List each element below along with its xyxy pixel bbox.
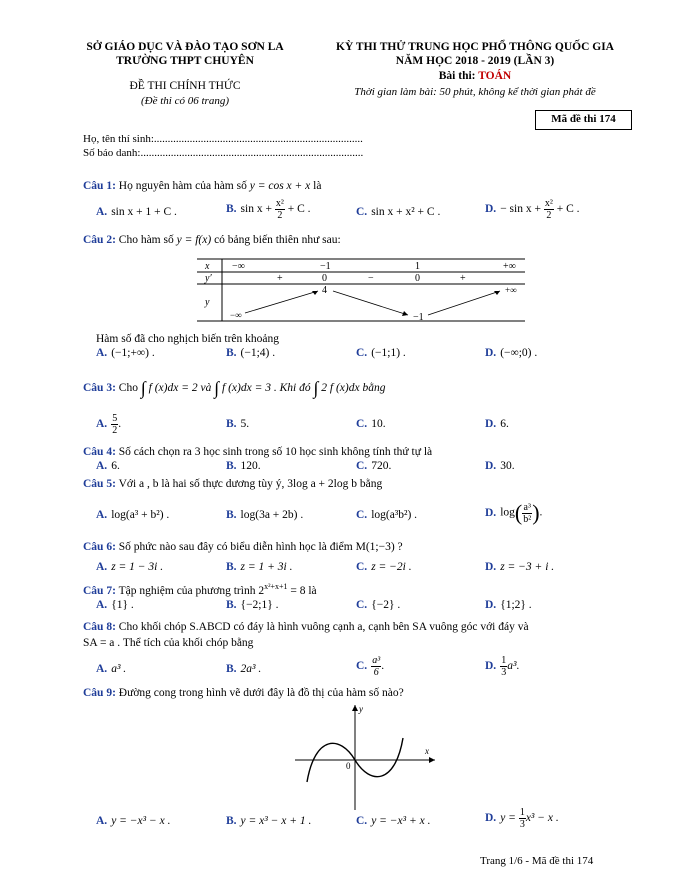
q2-option-b[interactable] [226, 347, 275, 359]
q5-option-b[interactable] [226, 509, 303, 521]
q4-option-d[interactable] [485, 460, 515, 472]
q1-d-fraction: $\frac{\text{x²}}{2}$ [544, 198, 553, 221]
q2-key-c: C. [356, 347, 368, 359]
q2-option-a[interactable] [96, 347, 155, 359]
question-4 [83, 446, 432, 458]
q7-option-b-text: {−2;1} . [240, 599, 279, 611]
svg-text:0: 0 [346, 761, 351, 771]
q9-option-c[interactable] [356, 815, 430, 827]
q3-key-c: C. [356, 418, 368, 430]
svg-text:y′: y′ [205, 273, 212, 284]
svg-text:1: 1 [415, 261, 420, 272]
q8-key-a: A. [96, 663, 108, 675]
svg-text:−∞: −∞ [230, 310, 242, 320]
q5-option-b-text: log(3a + 2b) . [240, 509, 304, 521]
header-official: ĐỀ THI CHÍNH THỨC [129, 80, 241, 92]
integral-sign-2: ∫ [214, 378, 220, 398]
q5-key-d: D. [485, 506, 497, 519]
svg-text:4: 4 [322, 285, 327, 296]
question-3-text: Cho [118, 382, 138, 395]
q3-a-fraction: $\frac{5}{2}$ [112, 413, 118, 436]
question-8-text2: SA = a . Thể tích của khối chóp bằng [83, 637, 254, 649]
question-2-tail: có bảng biến thiên như sau: [214, 234, 341, 246]
q2-option-b-text: (−1;4) . [240, 347, 276, 359]
q9-key-c: C. [356, 815, 368, 827]
page-footer: Trang 1/6 - Mã đề thi 174 [480, 855, 594, 867]
q1-b-fraction: $\frac{\text{x²}}{2}$ [275, 198, 284, 221]
q8-option-a[interactable] [96, 663, 126, 675]
q4-option-c[interactable] [356, 460, 391, 472]
q6-key-a: A. [96, 561, 108, 573]
question-9-text: Đường cong trong hình vẽ dưới đây là đồ thị của hàm số nào? [118, 687, 404, 699]
question-1-label: Câu 1: [83, 180, 116, 192]
q3-option-c[interactable] [356, 418, 386, 430]
question-7-label: Câu 7: [83, 584, 116, 597]
svg-text:y: y [359, 704, 363, 714]
svg-text:x: x [205, 261, 210, 272]
q8-key-b: B. [226, 663, 237, 675]
q3-option-d-text: 6. [500, 418, 509, 430]
q5-option-a[interactable] [96, 509, 169, 521]
svg-text:−1: −1 [320, 261, 331, 272]
q8-key-c: C. [356, 660, 368, 673]
q7-option-b[interactable] [226, 599, 279, 611]
exam-code: Mã đề thi 174 [551, 113, 616, 125]
q9-option-b-text: y = x³ − x + 1 . [240, 815, 312, 827]
question-6-text: Số phức nào sau đây có biểu diễn hình học là điểm M(1;−3) ? [118, 541, 403, 553]
q9-option-b[interactable] [226, 815, 311, 827]
question-3-part1: f (x)dx = 2 và [148, 382, 212, 395]
svg-text:0: 0 [322, 273, 327, 284]
q9-option-d[interactable]: D. y = $\frac{1}{3}$ x³ − x . [485, 807, 559, 830]
q6-option-a-text: z = 1 − 3i . [111, 561, 164, 573]
q8-c-fraction: $\frac{\text{a³}}{6}$ [372, 655, 381, 678]
question-5-label: Câu 5: [83, 478, 116, 490]
svg-text:−: − [368, 273, 374, 284]
question-1-text: Họ nguyên hàm của hàm số [118, 180, 247, 192]
integral-sign-1: ∫ [140, 378, 146, 398]
question-9-label: Câu 9: [83, 687, 116, 699]
q1-option-c-text: sin x + x² + C . [371, 206, 441, 218]
question-9 [83, 687, 404, 699]
question-5 [83, 478, 382, 490]
q2-option-c-text: (−1;1) . [371, 347, 406, 359]
school-year: NĂM HỌC 2018 - 2019 (LẦN 3) [395, 55, 555, 67]
q5-option-d[interactable]: D. log( $\frac{\text{a³}}{\text{b²}}$ ). [485, 500, 543, 525]
q8-d-fraction: $\frac{1}{3}$ [501, 655, 507, 678]
question-7-text: Tập nghiệm của phương trình [118, 584, 256, 597]
q5-option-c[interactable] [356, 509, 417, 521]
q2-key-b: B. [226, 347, 237, 359]
q3-key-d: D. [485, 418, 497, 430]
svg-text:y: y [205, 297, 210, 308]
q6-option-d[interactable] [485, 561, 554, 573]
q1-option-c[interactable] [356, 206, 440, 218]
variation-table [0, 255, 675, 335]
q5-d-fraction: $\frac{\text{a³}}{\text{b²}}$ [523, 501, 532, 525]
svg-text:+∞: +∞ [503, 261, 516, 272]
q3-option-a[interactable]: A. $\frac{5}{2}$ . [96, 413, 122, 436]
q6-key-c: C. [356, 561, 368, 573]
exam-title: KỲ THI THỬ TRUNG HỌC PHỔ THÔNG QUỐC GIA [336, 41, 614, 53]
q1-option-a-text: sin x + 1 + C . [111, 206, 177, 218]
q5-option-d-pre: log [500, 506, 515, 519]
q1-option-a[interactable] [96, 206, 177, 218]
svg-text:−1: −1 [413, 312, 424, 323]
q5-option-a-text: log(a³ + b²) . [111, 509, 170, 521]
q8-option-a-text: a³ . [111, 663, 127, 675]
q8-option-d[interactable]: D. $\frac{1}{3}$ a³. [485, 655, 520, 678]
q4-key-a: A. [96, 460, 108, 472]
q3-option-d[interactable] [485, 418, 509, 430]
question-2-text: Cho hàm số [118, 234, 174, 246]
q4-option-a-text: 6. [111, 460, 120, 472]
q3-option-c-text: 10. [371, 418, 386, 430]
q9-key-b: B. [226, 815, 237, 827]
svg-text:+: + [460, 273, 466, 284]
header-department: SỞ GIÁO DỤC VÀ ĐÀO TẠO SƠN LA [86, 41, 284, 53]
q4-option-a[interactable] [96, 460, 120, 472]
q1-option-d[interactable] [485, 198, 580, 221]
svg-text:x: x [425, 746, 429, 756]
q4-option-b-text: 120. [240, 460, 261, 472]
q8-option-b[interactable] [226, 663, 261, 675]
question-2-math: y = f(x) [176, 234, 212, 246]
question-8-text: Cho khối chóp S.ABCD có đáy là hình vuông cạnh a, cạnh bên SA vuông góc với đáy và [118, 621, 529, 633]
q1-key-c: C. [356, 206, 368, 218]
question-1 [83, 180, 321, 192]
question-2-label: Câu 2: [83, 234, 116, 246]
q5-option-c-text: log(a³b²) . [371, 509, 418, 521]
time-limit: Thời gian làm bài: 50 phút, không kể thời gian phát đề [354, 86, 596, 98]
question-3 [83, 378, 385, 399]
student-id-field: Số báo danh:................................................................................. [83, 147, 364, 159]
q1-option-b-post: + C . [287, 203, 311, 216]
q6-option-d-text: z = −3 + i . [500, 561, 555, 573]
q2-key-d: D. [485, 347, 497, 359]
q2-option-d-text: (−∞;0) . [500, 347, 538, 359]
q1-key-b: B. [226, 203, 237, 216]
q2-option-c[interactable] [356, 347, 406, 359]
question-3-part3: 2 f (x)dx bằng [321, 382, 386, 395]
q6-option-c-text: z = −2i . [371, 561, 412, 573]
q6-option-b[interactable] [226, 561, 293, 573]
q1-key-a: A. [96, 206, 108, 218]
q3-option-b-text: 5. [240, 418, 250, 430]
q9-option-c-text: y = −x³ + x . [371, 815, 431, 827]
svg-text:+∞: +∞ [505, 285, 517, 295]
q7-key-b: B. [226, 599, 237, 611]
q7-option-c-text: {−2} . [371, 599, 401, 611]
q7-key-d: D. [485, 599, 497, 611]
question-1-math: y = cos x + x [249, 180, 311, 192]
q2-option-d[interactable] [485, 347, 537, 359]
q3-key-a: A. [96, 418, 108, 431]
q4-option-b[interactable] [226, 460, 261, 472]
question-4-text: Số cách chọn ra 3 học sinh trong số 10 học sinh không tính thứ tự là [118, 446, 433, 458]
question-8 [83, 621, 529, 633]
question-3-part2: f (x)dx = 3 . Khi đó [222, 382, 311, 395]
q7-option-d-text: {1;2} . [500, 599, 532, 611]
q9-option-a[interactable] [96, 815, 170, 827]
q7-key-c: C. [356, 599, 368, 611]
question-2 [83, 234, 341, 246]
q5-key-c: C. [356, 509, 368, 521]
q4-key-d: D. [485, 460, 497, 472]
question-1-tail: là [313, 180, 322, 192]
q6-option-b-text: z = 1 + 3i . [240, 561, 293, 573]
question-6 [83, 541, 403, 553]
q9-key-a: A. [96, 815, 108, 827]
question-8-label: Câu 8: [83, 621, 116, 633]
q2-key-a: A. [96, 347, 108, 359]
q7-option-a-text: {1} . [111, 599, 134, 611]
subject-prefix: Bài thi: [438, 70, 479, 82]
header-pages: (Đề thi có 06 trang) [141, 95, 229, 107]
q6-key-b: B. [226, 561, 237, 573]
question-2-prompt: Hàm số đã cho nghịch biến trên khoảng [96, 333, 279, 345]
q8-key-d: D. [485, 660, 497, 673]
q3-option-b[interactable] [226, 418, 249, 430]
q1-option-b[interactable] [226, 198, 310, 221]
q9-option-a-text: y = −x³ − x . [111, 815, 171, 827]
q8-option-c[interactable]: C. $\frac{\text{a³}}{6}$ . [356, 655, 385, 678]
q1-key-d: D. [485, 203, 497, 216]
cubic-graph [285, 700, 445, 815]
q7-option-c[interactable] [356, 599, 400, 611]
question-4-label: Câu 4: [83, 446, 116, 458]
q1-option-b-pre: sin x + [240, 203, 272, 216]
q1-option-d-pre: − sin x + [500, 203, 541, 216]
q8-option-b-text: 2a³ . [240, 663, 262, 675]
q4-key-b: B. [226, 460, 237, 472]
subject-name: TOÁN [478, 70, 512, 82]
q5-key-b: B. [226, 509, 237, 521]
question-7-power: $2^{x^2+x+1}$ [258, 582, 288, 597]
subject-line [310, 70, 640, 82]
q3-key-b: B. [226, 418, 237, 430]
q6-option-a[interactable] [96, 561, 163, 573]
question-6-label: Câu 6: [83, 541, 116, 553]
q7-option-d[interactable] [485, 599, 532, 611]
question-3-label: Câu 3: [83, 382, 116, 395]
q7-key-a: A. [96, 599, 108, 611]
q9-d-fraction: $\frac{1}{3}$ [519, 807, 525, 830]
question-7 [83, 582, 317, 597]
q7-option-a[interactable] [96, 599, 134, 611]
q4-option-c-text: 720. [371, 460, 392, 472]
q6-key-d: D. [485, 561, 497, 573]
question-7-tail: = 8 là [290, 584, 317, 597]
q5-key-a: A. [96, 509, 108, 521]
svg-text:+: + [277, 273, 283, 284]
q6-option-c[interactable] [356, 561, 412, 573]
header-school: TRƯỜNG THPT CHUYÊN [116, 55, 254, 67]
q1-option-d-post: + C . [556, 203, 580, 216]
question-5-text: Với a , b là hai số thực dương tùy ý, 3log a + 2log b bằng [118, 478, 383, 490]
svg-text:0: 0 [415, 273, 420, 284]
integral-sign-3: ∫ [313, 378, 319, 398]
q9-key-d: D. [485, 812, 497, 825]
q4-option-d-text: 30. [500, 460, 515, 472]
q4-key-c: C. [356, 460, 368, 472]
q2-option-a-text: (−1;+∞) . [111, 347, 155, 359]
svg-text:−∞: −∞ [232, 261, 245, 272]
student-name-field: Họ, tên thí sinh:............................................................................ [83, 133, 363, 145]
